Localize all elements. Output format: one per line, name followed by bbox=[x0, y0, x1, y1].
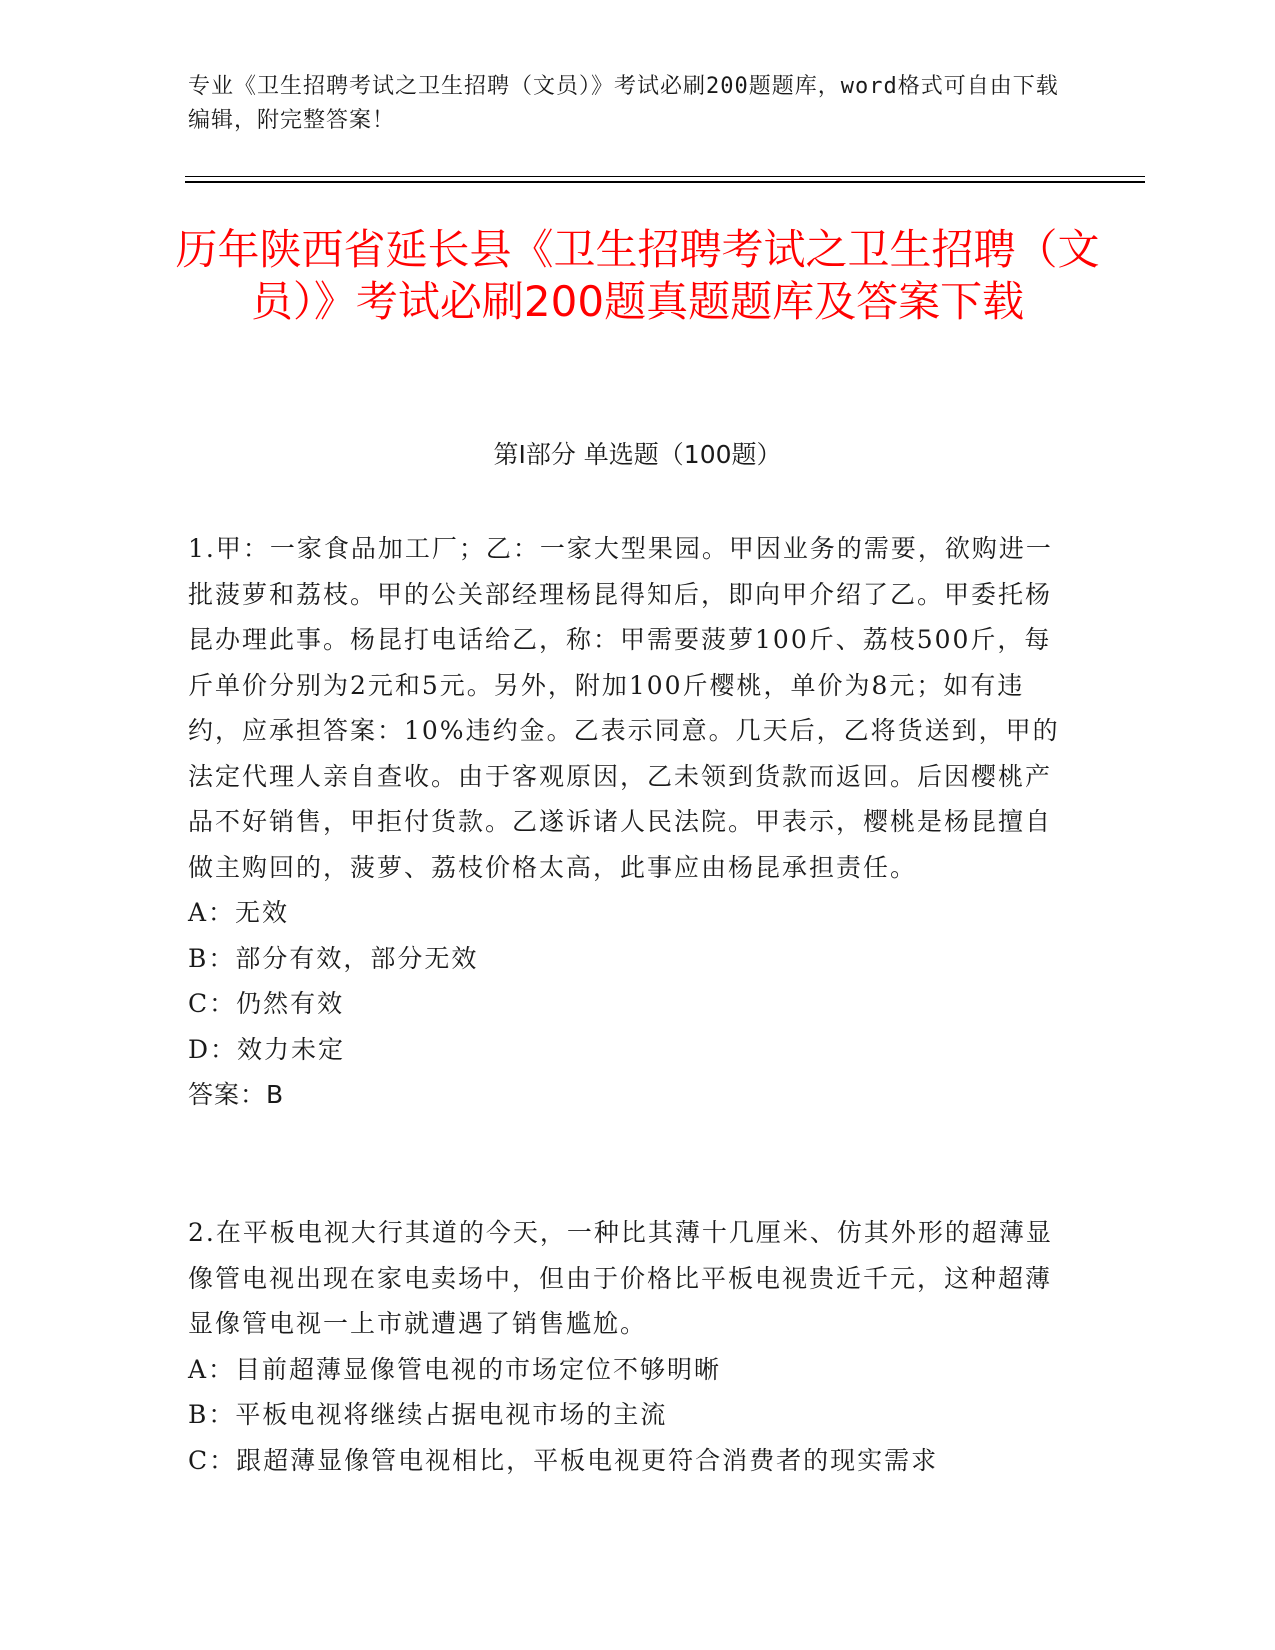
question-stem: 1.甲：一家食品加工厂；乙：一家大型果园。甲因业务的需要，欲购进一批菠萝和荔枝。甲的公关部经理杨昆得知后，即向甲介绍了乙。甲委托杨昆办理此事。杨昆打电话给乙，称：甲需要菠萝100斤、荔枝500斤，每斤单价分别为2元和5元。另外，附加100斤樱桃，单价为8元；如有违约，应承担答案：10%违约金。乙表示同意。几天后，乙将货送到，甲的法定代理人亲自查收。由于客观原因，乙未领到货款而返回。后因樱桃产品不好销售，甲拒付货款。乙遂诉诸人民法院。甲表示，樱桃是杨昆擅自做主购回的，菠萝、荔枝价格太高，此事应由杨昆承担责任。 bbox=[188, 534, 1060, 882]
header-divider-thick bbox=[185, 181, 1145, 183]
document-title: 历年陕西省延长县《卫生招聘考试之卫生招聘（文员）》考试必刷200题真题题库及答案下载 bbox=[175, 225, 1100, 326]
option-c: C：跟超薄显像管电视相比，平板电视更符合消费者的现实需求 bbox=[188, 1445, 939, 1475]
option-c: C：仍然有效 bbox=[188, 989, 345, 1018]
option-b: B：平板电视将继续占据电视市场的主流 bbox=[188, 1400, 668, 1429]
option-b: B：部分有效，部分无效 bbox=[188, 943, 479, 973]
section-heading: 第I部分 单选题（100题） bbox=[493, 440, 782, 469]
question-stem: 2.在平板电视大行其道的今天，一种比其薄十几厘米、仿其外形的超薄显像管电视出现在家电卖场中，但由于价格比平板电视贵近千元，这种超薄显像管电视一上市就遭遇了销售尴尬。 bbox=[188, 1218, 1053, 1338]
header-divider-thin bbox=[185, 176, 1145, 177]
answer-label: 答案：B bbox=[188, 1080, 285, 1109]
option-a: A：无效 bbox=[188, 898, 290, 927]
question-2 bbox=[188, 1210, 1068, 1483]
question-1 bbox=[188, 526, 1068, 1118]
page-header-note: 专业《卫生招聘考试之卫生招聘（文员）》考试必刷200题题库，word格式可自由下载编辑，附完整答案！ bbox=[188, 74, 1059, 133]
option-d: D：效力未定 bbox=[188, 1034, 346, 1064]
option-a: A：目前超薄显像管电视的市场定位不够明晰 bbox=[188, 1354, 722, 1384]
